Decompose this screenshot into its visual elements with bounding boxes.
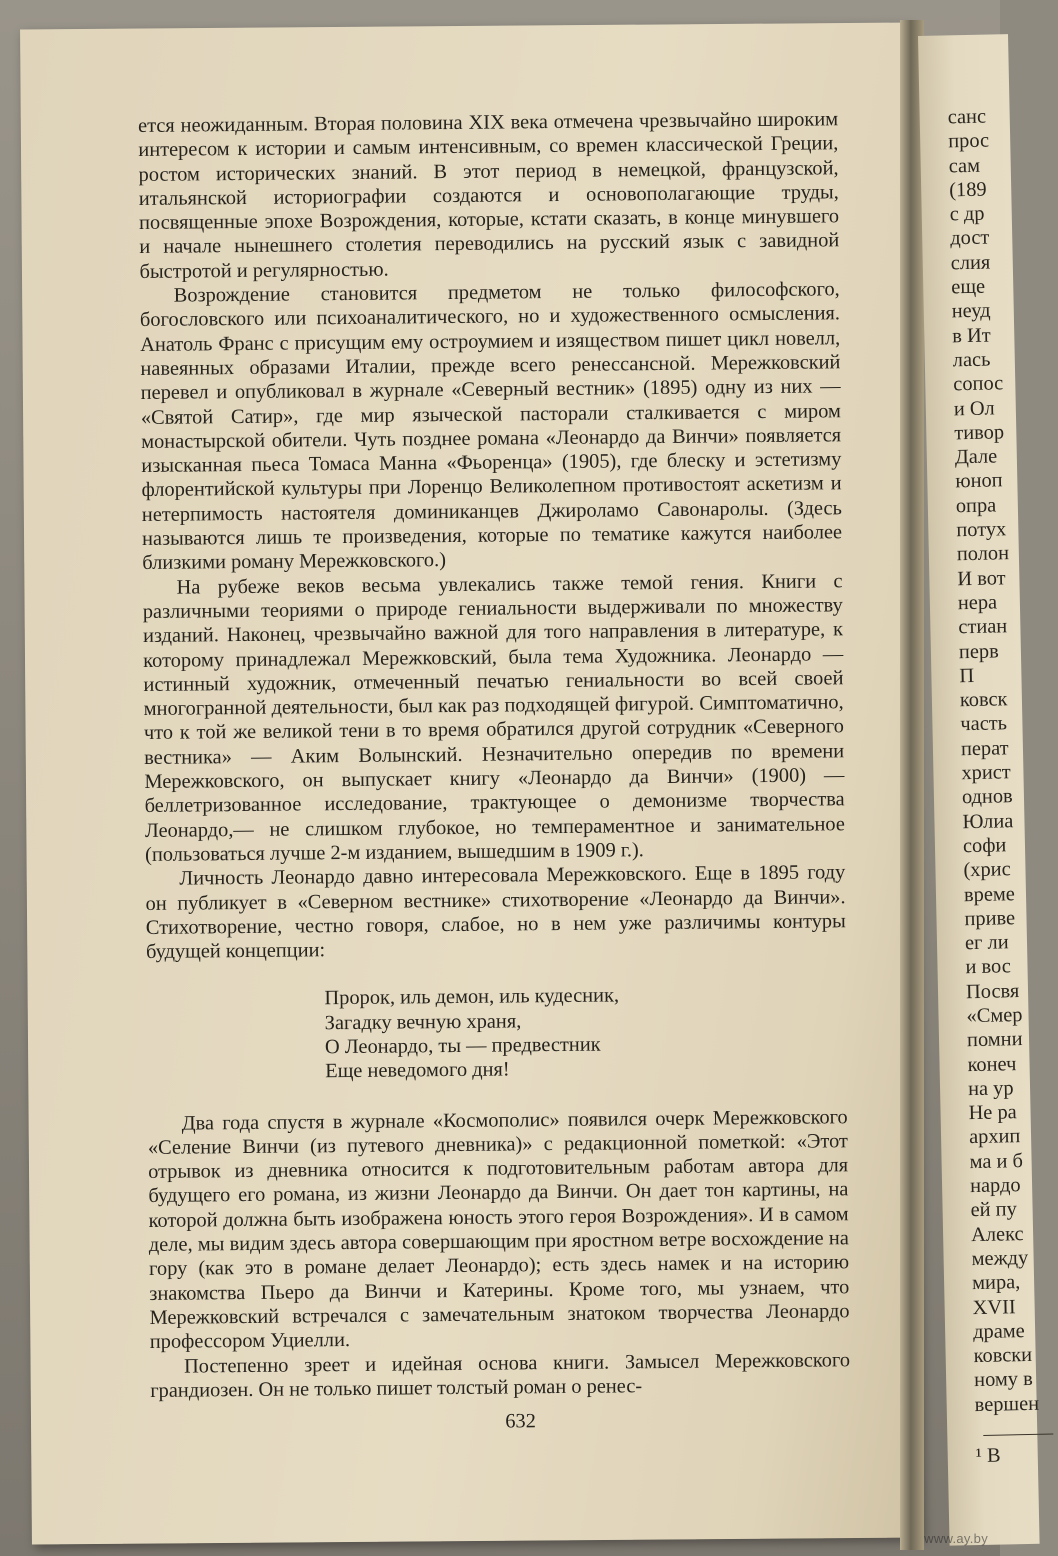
paragraph-4: Личность Леонардо давно интересовала Мережковского. Еще в 1895 году он публикует в «Северном вестнике» стихотворение «Леонардо да Винчи». Стихотворение, честно говоря, слабое, но в нем уже различимы контуры будущей концепции: [145, 861, 846, 964]
poem-line: Пророк, иль демон, иль кудесник, [324, 984, 620, 1010]
poem-line: О Леонардо, ты — предвестник [324, 1033, 601, 1059]
paragraph-3: На рубеже веков весьма увлекались также темой гения. Книги с различными теориями о природе гениальности выдерживали по множеству изданий. Наконец, чрезвычайно важной для того направления в литературе, к которому принадлежал Мережковский, была тема Художника. Леонардо — истинный художник, отмеченный печатью гениальности во всей своей многогранной деятельности, был как раз подходящей фигурой. Симптоматично, что к той же великой тени в то время обратился другой сотрудник «Северного вестника» — Аким Волынский. Незначительно опередив по времени Мережковского, он выпускает книгу «Леонардо да Винчи» (1900) — беллетризованное исследование, трактующее о демонизме творчества Леонардо,— не слишком глубокое, но темпераментное и занимательное (пользоваться лучше 2-м изданием, вышедшим в 1909 г.). [142, 569, 845, 866]
right-page-line: приве [964, 906, 1016, 931]
right-page-line: неуд [951, 299, 991, 323]
right-page-line: Не ра [968, 1101, 1017, 1125]
right-page-line: конеч [967, 1052, 1017, 1076]
right-page-line: однов [961, 785, 1013, 809]
right-page-line: (хрис [963, 858, 1011, 882]
right-page-line: (189 [949, 178, 987, 202]
right-page-footnote: ¹ В [975, 1444, 1001, 1468]
right-page-line: тивор [954, 421, 1005, 445]
right-page-line: на ур [967, 1077, 1014, 1101]
right-page-line: санс [947, 105, 987, 129]
right-page-line: софи [962, 834, 1007, 858]
right-page-line: стиан [958, 615, 1008, 639]
right-page-line: с др [949, 202, 985, 226]
right-page-line: ковски [973, 1344, 1033, 1368]
right-page-line: сопос [953, 372, 1004, 396]
right-page-line: нардо [969, 1174, 1021, 1198]
right-page-line: помни [966, 1028, 1023, 1052]
poem-line: Загадку вечную храня, [324, 1010, 522, 1034]
right-page-line: прос [947, 129, 990, 153]
paragraph-6: Постепенно зреет и идейная основа книги. Замысел Мережковского грандиозен. Он не только пишет толстый роман о ренес- [150, 1348, 851, 1402]
right-page-line: Юлиа [962, 809, 1014, 833]
paragraph-2: Возрождение становится предметом не только философского, богословского или психоаналитического, но и художественного осмысления. Анатоль Франс с присущим ему остроумием и изяществом пишет цикл новелл, навеянных образами Италии, прежде всего ренессансной. Мережковский перевел и опубликовал в журнале «Северный вестник» (1895) одну из них — «Святой Сатир», где мир языческой пасторали сталкивается с миром монастырской обители. Чуть позднее романа «Леонардо да Винчи» появляется изысканная пьеса Томаса Манна «Фьоренца» (1905), где блеску и эстетизму флорентийской культуры при Лоренцо Великолепном противостоят аскетизм и нетерпимость настоятеля доминиканцев Джироламо Савонаролы. (Здесь называются лишь те произведения, которые по тематике кажутся наиболее близкими роману Мережковского.) [139, 278, 843, 575]
right-page-line: мира, [971, 1271, 1021, 1295]
right-page-line: лась [952, 348, 991, 372]
right-page-line: нера [957, 591, 998, 615]
right-page-line: Алекс [970, 1222, 1024, 1246]
right-page-line: Посвя [965, 979, 1020, 1003]
right-page-line: архип [968, 1125, 1021, 1149]
right-page-line: христ [961, 761, 1011, 785]
poem-line: Еще неведомого дня! [325, 1058, 510, 1083]
right-page-line: ег ли [964, 931, 1009, 955]
right-page-line: ному в [973, 1368, 1033, 1392]
page-number: 632 [505, 1410, 536, 1433]
right-page-line: перв [958, 639, 999, 663]
right-page-line: слия [950, 251, 991, 275]
watermark: www.ay.by [924, 1531, 988, 1546]
right-page-line: И вот [957, 566, 1006, 590]
right-page-line: полон [956, 542, 1010, 566]
right-page-line: XVII [972, 1295, 1016, 1319]
right-page-line: между [971, 1246, 1029, 1271]
right-page-line: ма и б [969, 1149, 1024, 1173]
right-page-line: Дале [954, 445, 998, 469]
right-page-line: дост [950, 227, 990, 250]
right-page-line: потух [956, 518, 1007, 542]
left-page-text [138, 107, 851, 1437]
right-page-text [947, 104, 1056, 1469]
right-page-line: и Ол [953, 397, 995, 420]
poem-quote [324, 982, 847, 1084]
right-page-line: опра [955, 494, 997, 518]
right-page-line: сам [948, 154, 981, 177]
right-page-line: време [963, 882, 1016, 906]
right-page-line: в Ит [952, 324, 991, 348]
right-page-line: часть [960, 712, 1008, 736]
book-gutter [900, 20, 924, 1550]
right-page-line: ковск [959, 688, 1008, 712]
footnote-rule [983, 1434, 1053, 1436]
right-page-line: ей пу [970, 1198, 1018, 1222]
right-page-line: еще [951, 275, 986, 299]
right-page-line: П [959, 664, 975, 688]
paragraph-5: Два года спустя в журнале «Космополис» появился очерк Мережковского «Селение Винчи (из путевого дневника)» с редакционной пометкой: «Этот отрывок из дневника относится к подготовительным работам автора для будущего его романа, из жизни Леонардо да Винчи. Он дает тон картины, на которой должна быть изображена юность этого героя Возрождения». И в самом деле, мы видим здесь автора совершающим при яростном ветре восхождение на гору (как это в романе делает Леонардо); есть здесь намек и на историю знакомства Пьеро да Винчи и Катерины. Кроме того, мы узнаем, что Мережковский встречался с замечательным знатоком творчества Леонардо профессором Уциелли. [147, 1105, 850, 1354]
right-page-line: перат [960, 736, 1009, 760]
right-page-line: драме [972, 1319, 1025, 1343]
right-page-line: юноп [955, 469, 1003, 493]
right-page-line: вершен [974, 1392, 1040, 1416]
right-page-line: и вос [965, 955, 1012, 979]
paragraph-1: ется неожиданным. Вторая половина XIX века отмечена чрезвычайно широким интересом к истории и самым интенсивным, со времен классической Греции, ростом исторических знаний. В этот период в немецкой, французской, итальянской историографии создаются и основополагающие труды, посвященные эпохе Возрождения, которые, кстати сказать, в конце минувшего и начале нынешнего столетия переводились на русский язык с завидной быстротой и регулярностью. [138, 108, 840, 283]
right-page-line: «Смер [966, 1004, 1023, 1028]
